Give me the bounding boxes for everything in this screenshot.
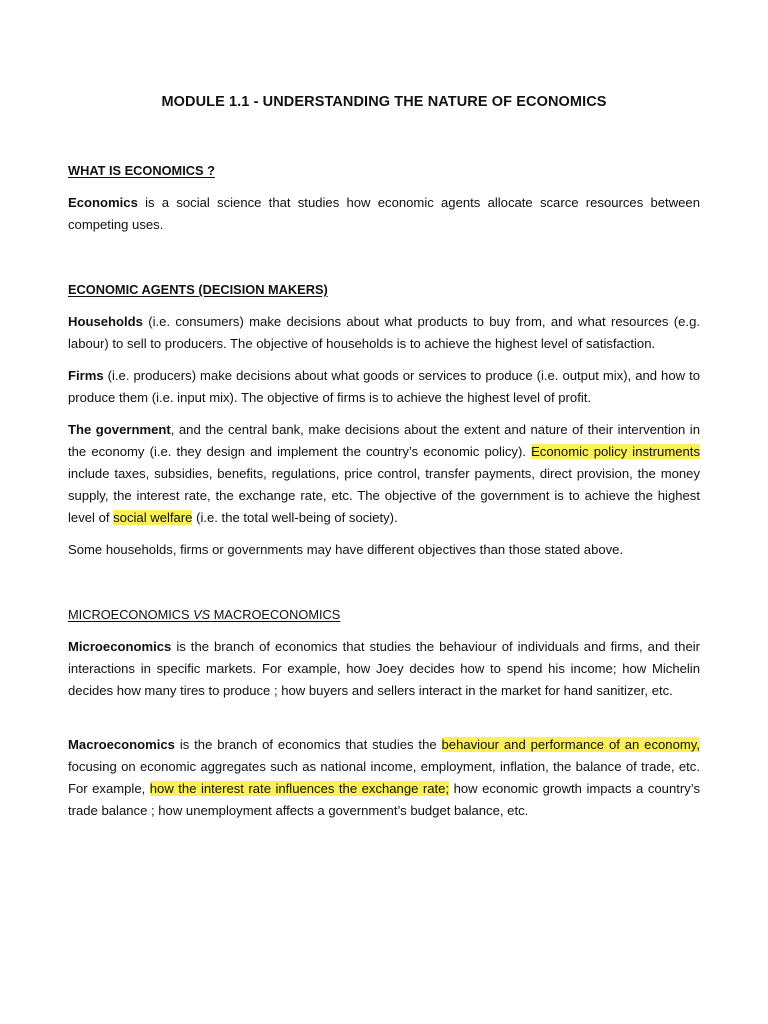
paragraph-text: is a social science that studies how economic agents allocate scarce resources between competing uses. [68, 195, 700, 232]
term-microeconomics: Microeconomics [68, 639, 172, 654]
paragraph-text: include taxes, subsidies, benefits, regulations, price control, transfer payments, direct provision, the money supply, the interest rate, the exchange rate, etc. The objective of the government is to achieve the highest level of [68, 466, 700, 525]
paragraph-text: (i.e. producers) make decisions about what goods or services to produce (i.e. output mix), and how to produce them (i.e. input mix). The objective of firms is to achieve the highest level of profit. [68, 368, 700, 405]
paragraph-firms [68, 365, 700, 409]
paragraph-text: , and the central bank, make decisions about the extent and nature of their intervention in the economy (i.e. they design and implement the country’s economic policy). [68, 422, 700, 459]
term-firms: Firms [68, 368, 104, 383]
paragraph-households [68, 311, 700, 355]
term-government: The government [68, 422, 171, 437]
paragraph-text: (i.e. the total well-being of society). [192, 510, 398, 525]
paragraph-government [68, 419, 700, 529]
page-title: MODULE 1.1 - UNDERSTANDING THE NATURE OF ECONOMICS [161, 94, 607, 110]
highlight-social-welfare: social welfare [113, 510, 193, 525]
paragraph-text: is the branch of economics that studies the [174, 737, 442, 752]
section-heading-micro-vs-macro [68, 607, 340, 622]
paragraph-text: focusing on economic aggregates such as national income, employment, inflation, the balance of trade, etc. For example, [68, 759, 700, 796]
paragraph-text: how economic growth impacts a country’s trade balance ; how unemployment affects a government’s budget balance, etc. [68, 781, 700, 818]
paragraph-macroeconomics [68, 734, 700, 822]
heading-part: MICROECONOMICS [68, 607, 194, 622]
heading-part: MACROECONOMICS [210, 607, 341, 622]
paragraph-objectives-note: Some households, firms or governments may have different objectives than those stated above. [68, 542, 624, 557]
paragraph-text: (i.e. consumers) make decisions about what products to buy from, and what resources (e.g. labour) to sell to producers. The objective of households is to achieve the highest level of satisfaction. [68, 314, 700, 351]
heading-vs: VS [193, 607, 211, 622]
paragraph-microeconomics [68, 636, 700, 702]
highlight-interest-rate: how the interest rate influences the exchange rate; [149, 781, 450, 796]
term-households: Households [68, 314, 143, 329]
paragraph-economics-definition [68, 192, 700, 236]
paragraph-text: is the branch of economics that studies the behaviour of individuals and firms, and their interactions in specific markets. For example, how Joey decides how to spend his income; how Michelin decides how many tires to produce ; how buyers and sellers interact in the market for hand sanitizer, etc. [68, 639, 700, 698]
term-economics: Economics [68, 195, 138, 210]
highlight-behaviour-performance: behaviour and performance of an economy, [441, 737, 700, 752]
section-heading-economic-agents: ECONOMIC AGENTS (DECISION MAKERS) [68, 282, 328, 297]
highlight-economic-policy-instruments: Economic policy instruments [531, 444, 700, 459]
term-macroeconomics: Macroeconomics [68, 737, 175, 752]
section-heading-what-is-economics: WHAT IS ECONOMICS ? [68, 163, 215, 178]
